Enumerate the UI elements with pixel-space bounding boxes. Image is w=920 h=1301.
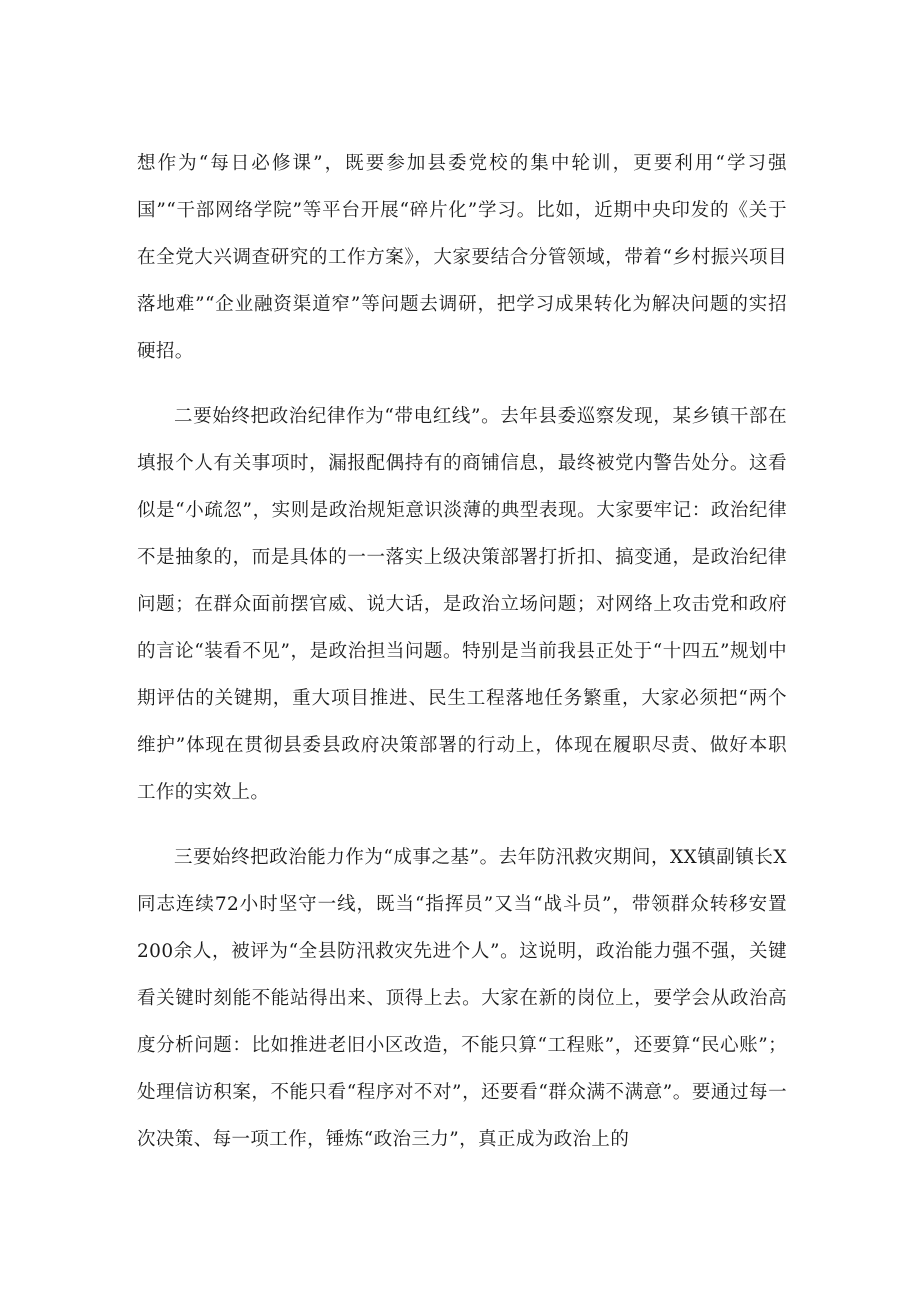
- document-body: [137, 140, 787, 1163]
- paragraph-political-ability: 三要始终把政治能力作为“成事之基”。去年防汛救灾期间，XX镇副镇长X同志连续72小时坚守一线，既当“指挥员”又当“战斗员”，带领群众转移安置200余人，被评为“全县防汛救灾先进个人”。这说明，政治能力强不强，关键看关键时刻能不能站得出来、顶得上去。大家在新的岗位上，要学会从政治高度分析问题：比如推进老旧小区改造，不能只算“工程账”，还要算“民心账”；处理信访积案，不能只看“程序对不对”，还要看“群众满不满意”。要通过每一次决策、每一项工作，锤炼“政治三力”，真正成为政治上的: [137, 847, 787, 1150]
- paragraph-continuation: 想作为“每日必修课”，既要参加县委党校的集中轮训，更要利用“学习强国”“干部网络学院”等平台开展“碎片化”学习。比如，近期中央印发的《关于在全党大兴调查研究的工作方案》，大家要结合分管领域，带着“乡村振兴项目落地难”“企业融资渠道窄”等问题去调研，把学习成果转化为解决问题的实招硬招。: [137, 153, 787, 362]
- paragraph-political-discipline: 二要始终把政治纪律作为“带电红线”。去年县委巡察发现，某乡镇干部在填报个人有关事项时，漏报配偶持有的商铺信息，最终被党内警告处分。这看似是“小疏忽”，实则是政治规矩意识淡薄的典型表现。大家要牢记：政治纪律不是抽象的，而是具体的一一落实上级决策部署打折扣、搞变通，是政治纪律问题；在群众面前摆官威、说大话，是政治立场问题；对网络上攻击党和政府的言论“装看不见”，是政治担当问题。特别是当前我县正处于“十四五”规划中期评估的关键期，重大项目推进、民生工程落地任务繁重，大家必须把“两个维护”体现在贯彻县委县政府决策部署的行动上，体现在履职尽责、做好本职工作的实效上。: [137, 406, 787, 803]
